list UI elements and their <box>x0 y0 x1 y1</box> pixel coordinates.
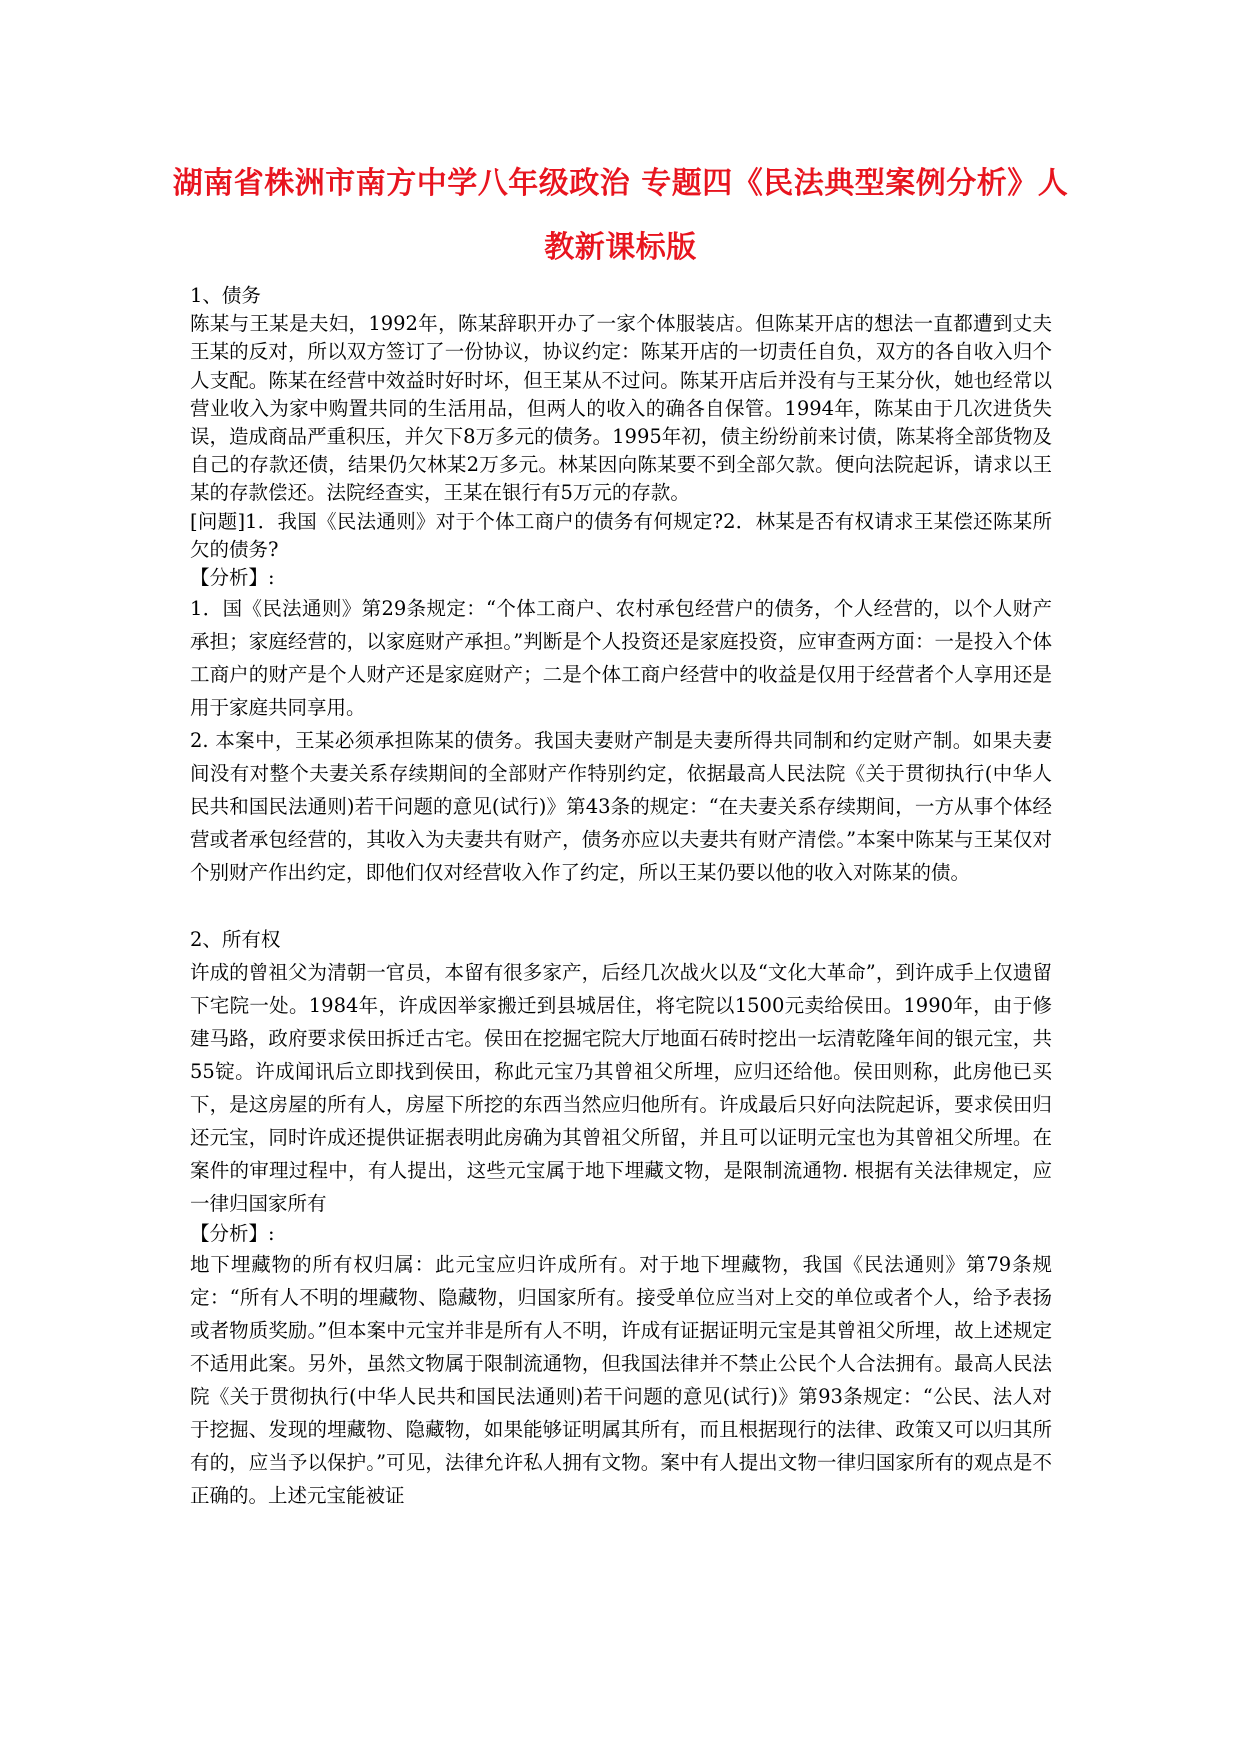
document-body <box>190 282 1052 1512</box>
document-title-line-1: 湖南省株洲市南方中学八年级政治 专题四《民法典型案例分析》人 <box>172 166 1069 201</box>
section-spacer <box>190 889 1052 923</box>
question-paragraph-debt: [问题]1．我国《民法通则》对于个体工商户的债务有何规定?2．林某是否有权请求王某偿还陈某所欠的债务? <box>190 509 1052 561</box>
analysis-block-debt <box>190 592 1052 889</box>
analysis-paragraph-debt-1: 1．国《民法通则》第29条规定：“个体工商户、农村承包经营户的债务，个人经营的，以个人财产承担；家庭经营的，以家庭财产承担。”判断是个人投资还是家庭投资，应审查两方面：一是投入个体工商户的财产是个人财产还是家庭财产；二是个体工商户经营中的收益是仅用于经营者个人享用还是用于家庭共同享用。 <box>190 597 1052 720</box>
document-title-line-2: 教新课标版 <box>544 230 697 265</box>
analysis-paragraph-ownership-1: 地下埋藏物的所有权归属：此元宝应归许成所有。对于地下埋藏物，我国《民法通则》第79条规定：“所有人不明的埋藏物、隐藏物，归国家所有。接受单位应当对上交的单位或者个人，给予表扬或者物质奖励。”但本案中元宝并非是所有人不明，许成有证据证明元宝是其曾祖父所埋，故上述规定不适用此案。另外，虽然文物属于限制流通物，但我国法律并不禁止公民个人合法拥有。最高人民法院《关于贯彻执行(中华人民共和国民法通则)若干问题的意见(试行)》第93条规定：“公民、法人对于挖掘、发现的埋藏物、隐藏物，如果能够证明属其所有，而且根据现行的法律、政策又可以归其所有的，应当予以保护。”可见，法律允许私人拥有文物。案中有人提出文物一律归国家所有的观点是不正确的。上述元宝能被证 <box>190 1253 1052 1508</box>
analysis-paragraph-debt-2: 2. 本案中，王某必须承担陈某的债务。我国夫妻财产制是夫妻所得共同制和约定财产制。如果夫妻间没有对整个夫妻关系存续期间的全部财产作特别约定，依据最高人民法院《关于贯彻执行(中华人民共和国民法通则)若干问题的意见(试行)》第43条的规定：“在夫妻关系存续期间，一方从事个体经营或者承包经营的，其收入为夫妻共有财产，债务亦应以夫妻共有财产清偿。”本案中陈某与王某仅对个别财产作出约定，即他们仅对经营收入作了约定，所以王某仍要以他的收入对陈某的债。 <box>190 729 1052 885</box>
section-ownership <box>190 923 1052 1220</box>
analysis-label-ownership: 【分析】: <box>190 1222 275 1246</box>
analysis-block-ownership <box>190 1248 1052 1512</box>
section-heading-ownership: 2、所有权 <box>190 928 281 952</box>
case-paragraph-ownership: 许成的曾祖父为清朝一官员，本留有很多家产，后经几次战火以及“文化大革命”，到许成手上仅遗留下宅院一处。1984年，许成因举家搬迁到县城居住，将宅院以1500元卖给侯田。1990年，由于修建马路，政府要求侯田拆迁古宅。侯田在挖掘宅院大厅地面石砖时挖出一坛清乾隆年间的银元宝，共55锭。许成闻讯后立即找到侯田，称此元宝乃其曾祖父所埋，应归还给他。侯田则称，此房他已买下，是这房屋的所有人，房屋下所挖的东西当然应归他所有。许成最后只好向法院起诉，要求侯田归还元宝，同时许成还提供证据表明此房确为其曾祖父所留，并且可以证明元宝也为其曾祖父所埋。在案件的审理过程中，有人提出，这些元宝属于地下埋藏文物，是限制流通物. 根据有关法律规定，应一律归国家所有 <box>190 961 1052 1216</box>
case-paragraph-debt: 陈某与王某是夫妇，1992年，陈某辞职开办了一家个体服装店。但陈某开店的想法一直都遭到丈夫王某的反对，所以双方签订了一份协议，协议约定：陈某开店的一切责任自负，双方的各自收入归个人支配。陈某在经营中效益时好时坏，但王某从不过问。陈某开店后并没有与王某分伙，她也经常以营业收入为家中购置共同的生活用品，但两人的收入的确各自保管。1994年，陈某由于几次进货失误，造成商品严重积压，并欠下8万多元的债务。1995年初，债主纷纷前来讨债，陈某将全部货物及自己的存款还债，结果仍欠林某2万多元。林某因向陈某要不到全部欠款。便向法院起诉，请求以王某的存款偿还。法院经查实，王某在银行有5万元的存款。 <box>190 312 1052 505</box>
section-heading-debt: 1、债务 <box>190 284 261 307</box>
analysis-label-debt: 【分析】: <box>190 566 275 590</box>
